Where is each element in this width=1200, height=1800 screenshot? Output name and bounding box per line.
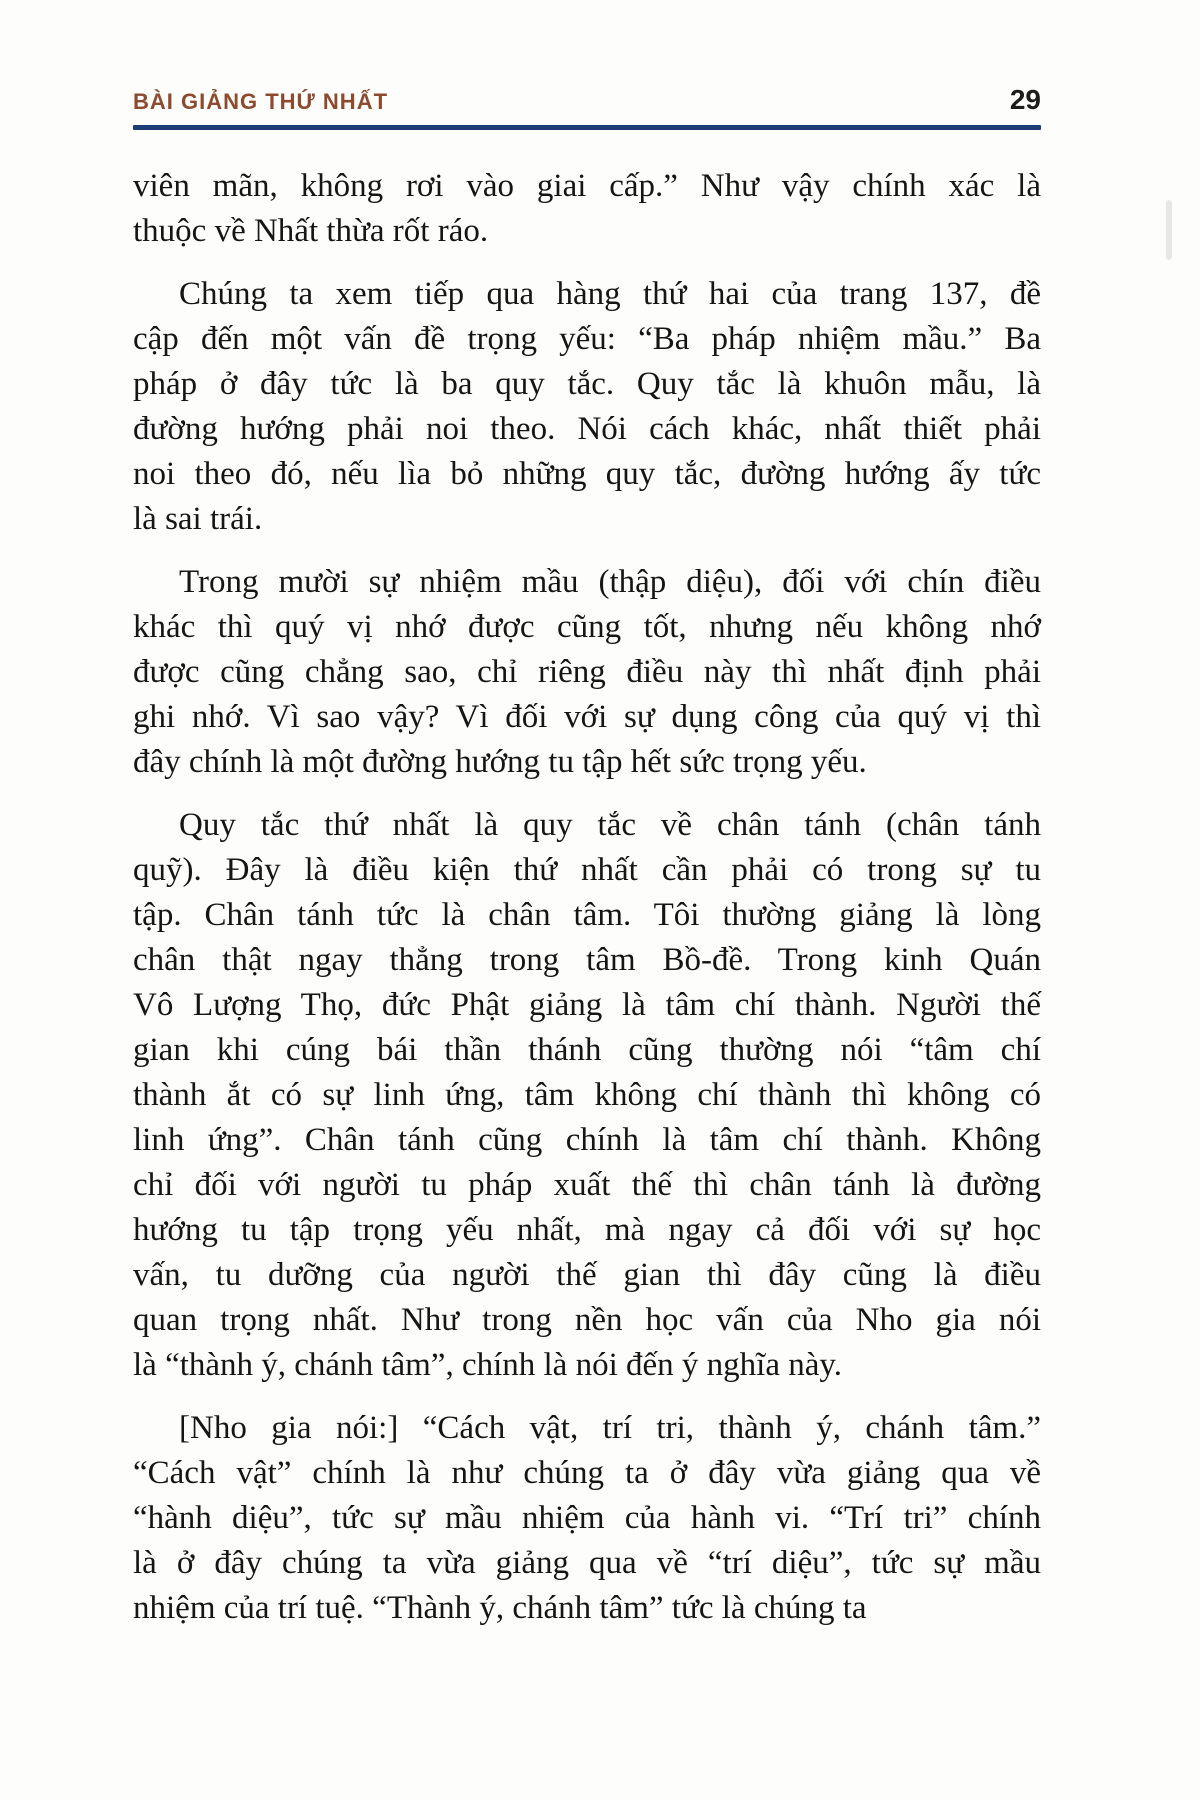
text-line: Trong mười sự nhiệm mầu (thập diệu), đối với chín điều [179,564,1041,600]
text-line: gian khi cúng bái thần thánh cũng thường nói “tâm chí [133,1032,1041,1068]
text-line: “Cách vật” chính là như chúng ta ở đây vừa giảng qua về [133,1455,1041,1491]
paragraph [133,164,1041,254]
page-header [133,84,1041,116]
text-line: Vô Lượng Thọ, đức Phật giảng là tâm chí thành. Người thế [133,987,1041,1023]
text-line: chỉ đối với người tu pháp xuất thế thì chân tánh là đường [133,1167,1041,1203]
text-line: nhiệm của trí tuệ. “Thành ý, chánh tâm” tức là chúng ta [133,1590,867,1626]
header-rule [133,125,1041,130]
text-line: viên mãn, không rơi vào giai cấp.” Như vậy chính xác là [133,168,1041,204]
text-line: quan trọng nhất. Như trong nền học vấn của Nho gia nói [133,1302,1041,1338]
paragraph [133,272,1041,542]
running-head: BÀI GIẢNG THỨ NHẤT [133,89,389,114]
scan-artifact [1166,200,1172,260]
text-line: đường hướng phải noi theo. Nói cách khác, nhất thiết phải [133,411,1041,447]
text-line: pháp ở đây tức là ba quy tắc. Quy tắc là khuôn mẫu, là [133,366,1041,402]
text-line: “hành diệu”, tức sự mầu nhiệm của hành vi. “Trí tri” chính [133,1500,1041,1536]
text-line: cập đến một vấn đề trọng yếu: “Ba pháp nhiệm mầu.” Ba [133,321,1041,357]
text-line: Quy tắc thứ nhất là quy tắc về chân tánh (chân tánh [179,807,1041,843]
text-line: chân thật ngay thẳng trong tâm Bồ-đề. Trong kinh Quán [133,942,1041,978]
text-line: khác thì quý vị nhớ được cũng tốt, nhưng nếu không nhớ [133,609,1041,645]
body-text [133,164,1041,1631]
text-line: là ở đây chúng ta vừa giảng qua về “trí diệu”, tức sự mầu [133,1545,1041,1581]
text-line: thành ắt có sự linh ứng, tâm không chí thành thì không có [133,1077,1041,1113]
text-line: tập. Chân tánh tức là chân tâm. Tôi thường giảng là lòng [133,897,1041,933]
text-line: quỹ). Đây là điều kiện thứ nhất cần phải có trong sự tu [133,852,1041,888]
text-line: linh ứng”. Chân tánh cũng chính là tâm chí thành. Không [133,1122,1041,1158]
text-line: hướng tu tập trọng yếu nhất, mà ngay cả đối với sự học [133,1212,1041,1248]
page-number: 29 [1009,84,1041,115]
text-line: được cũng chẳng sao, chỉ riêng điều này thì nhất định phải [133,654,1041,690]
paragraph [133,1406,1041,1631]
text-line: Chúng ta xem tiếp qua hàng thứ hai của trang 137, đề [179,276,1041,312]
text-line: đây chính là một đường hướng tu tập hết sức trọng yếu. [133,744,867,780]
text-line: vấn, tu dưỡng của người thế gian thì đây cũng là điều [133,1257,1041,1293]
paragraph [133,803,1041,1388]
text-line: noi theo đó, nếu lìa bỏ những quy tắc, đường hướng ấy tức [133,456,1041,492]
text-line: thuộc về Nhất thừa rốt ráo. [133,213,489,249]
paragraph [133,560,1041,785]
text-line: ghi nhớ. Vì sao vậy? Vì đối với sự dụng công của quý vị thì [133,699,1041,735]
text-line: là “thành ý, chánh tâm”, chính là nói đến ý nghĩa này. [133,1347,842,1383]
text-line: là sai trái. [133,501,263,537]
text-line: [Nho gia nói:] “Cách vật, trí tri, thành ý, chánh tâm.” [179,1410,1041,1446]
